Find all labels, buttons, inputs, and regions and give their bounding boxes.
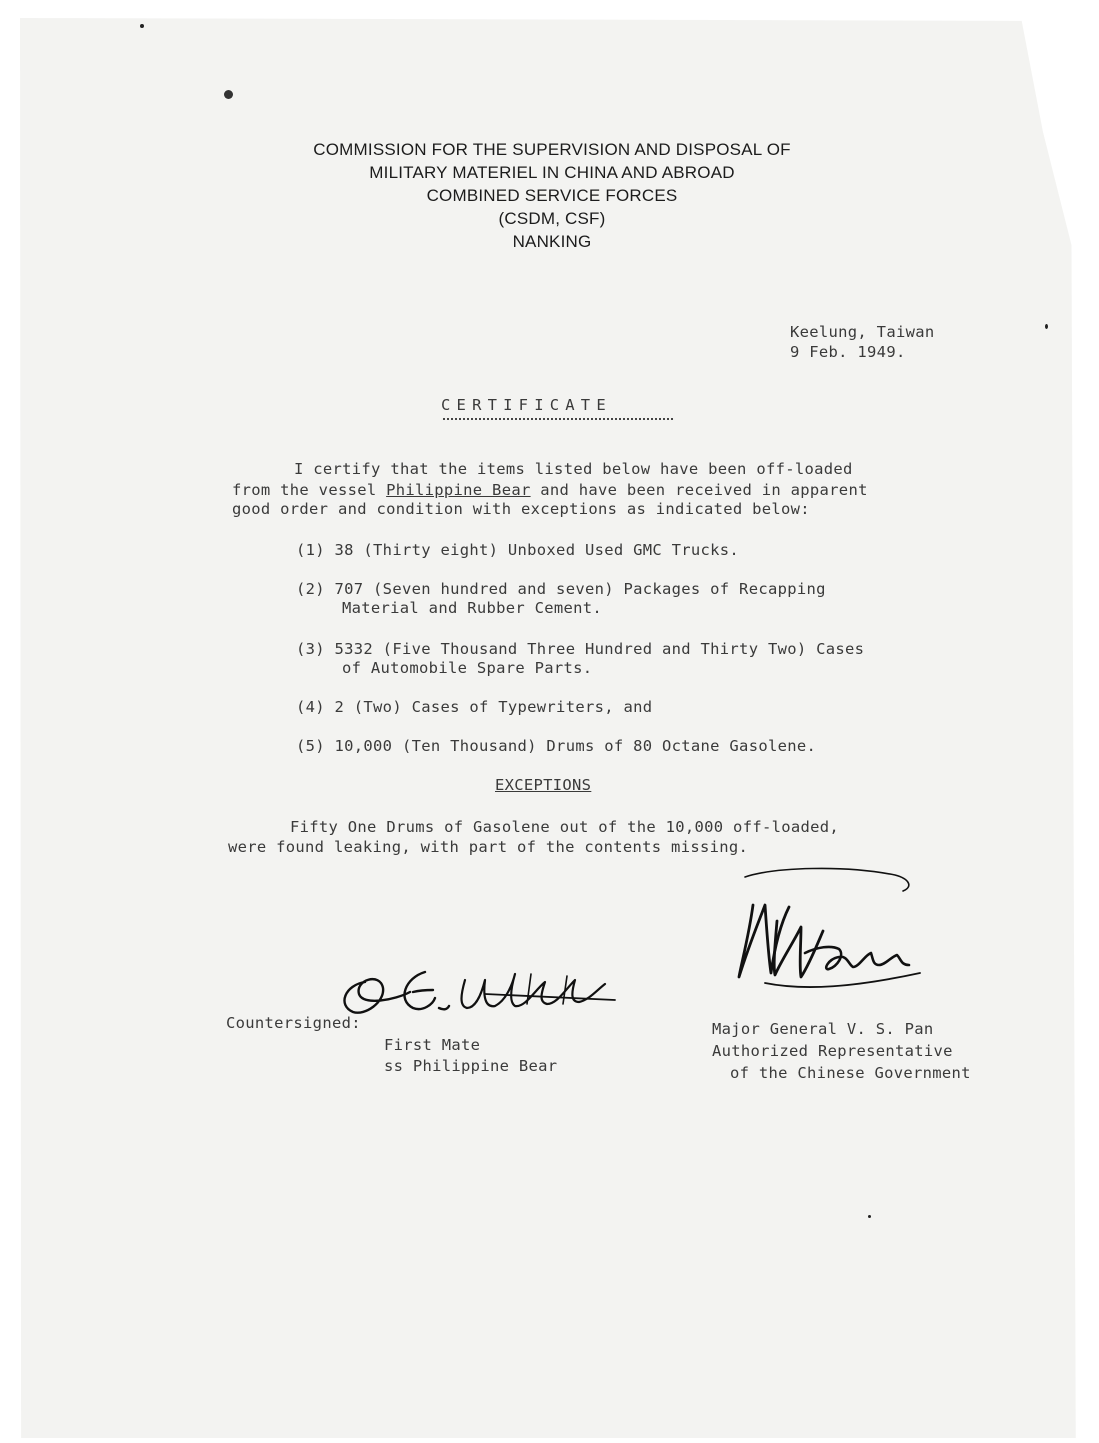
- letterhead-line: NANKING: [512, 232, 592, 251]
- list-item-continuation: of Automobile Spare Parts.: [342, 659, 593, 677]
- place-line: Keelung, Taiwan: [790, 323, 935, 341]
- body-line: I certify that the items listed below have been off-loaded: [294, 460, 853, 478]
- list-item-continuation: Material and Rubber Cement.: [342, 599, 603, 617]
- paper-spot: [1045, 324, 1048, 329]
- date-line: 9 Feb. 1949.: [790, 343, 906, 361]
- letterhead-line: COMBINED SERVICE FORCES: [426, 186, 678, 205]
- countersigned-label: Countersigned:: [226, 1014, 361, 1032]
- paper-spot: [868, 1215, 871, 1218]
- body-text: and have been received in apparent: [530, 481, 868, 499]
- letterhead-line: MILITARY MATERIEL IN CHINA AND ABROAD: [369, 163, 735, 182]
- first-mate-vessel: ss Philippine Bear: [384, 1057, 558, 1075]
- official-signature: [735, 865, 930, 1000]
- paper-spot: [140, 24, 144, 28]
- official-name: Major General V. S. Pan: [712, 1020, 934, 1038]
- body-text: from the vessel: [232, 481, 387, 499]
- body-line: good order and condition with exceptions as indicated below:: [232, 500, 810, 518]
- paper-spot: [224, 90, 233, 99]
- letterhead: [222, 138, 882, 253]
- vessel-name: Philippine Bear: [386, 481, 531, 499]
- letterhead-line: COMMISSION FOR THE SUPERVISION AND DISPOSAL OF: [313, 140, 791, 159]
- list-item: (5) 10,000 (Ten Thousand) Drums of 80 Octane Gasolene.: [296, 737, 817, 755]
- list-item: (4) 2 (Two) Cases of Typewriters, and: [296, 698, 653, 716]
- list-item: (2) 707 (Seven hundred and seven) Packages of Recapping: [296, 580, 826, 598]
- title-underline: [443, 418, 673, 420]
- first-mate-role: First Mate: [384, 1036, 481, 1054]
- official-org: of the Chinese Government: [730, 1064, 971, 1082]
- letterhead-line: (CSDM, CSF): [498, 209, 606, 228]
- exceptions-title: EXCEPTIONS: [495, 776, 592, 794]
- list-item: (3) 5332 (Five Thousand Three Hundred and Thirty Two) Cases: [296, 640, 865, 658]
- list-item: (1) 38 (Thirty eight) Unboxed Used GMC Trucks.: [296, 541, 740, 559]
- exceptions-line: Fifty One Drums of Gasolene out of the 10,000 off-loaded,: [290, 818, 840, 836]
- body-line: [232, 481, 868, 499]
- official-title: Authorized Representative: [712, 1042, 953, 1060]
- exceptions-line: were found leaking, with part of the contents missing.: [228, 838, 749, 856]
- first-mate-signature: [335, 960, 625, 1030]
- certificate-title: CERTIFICATE: [441, 396, 612, 414]
